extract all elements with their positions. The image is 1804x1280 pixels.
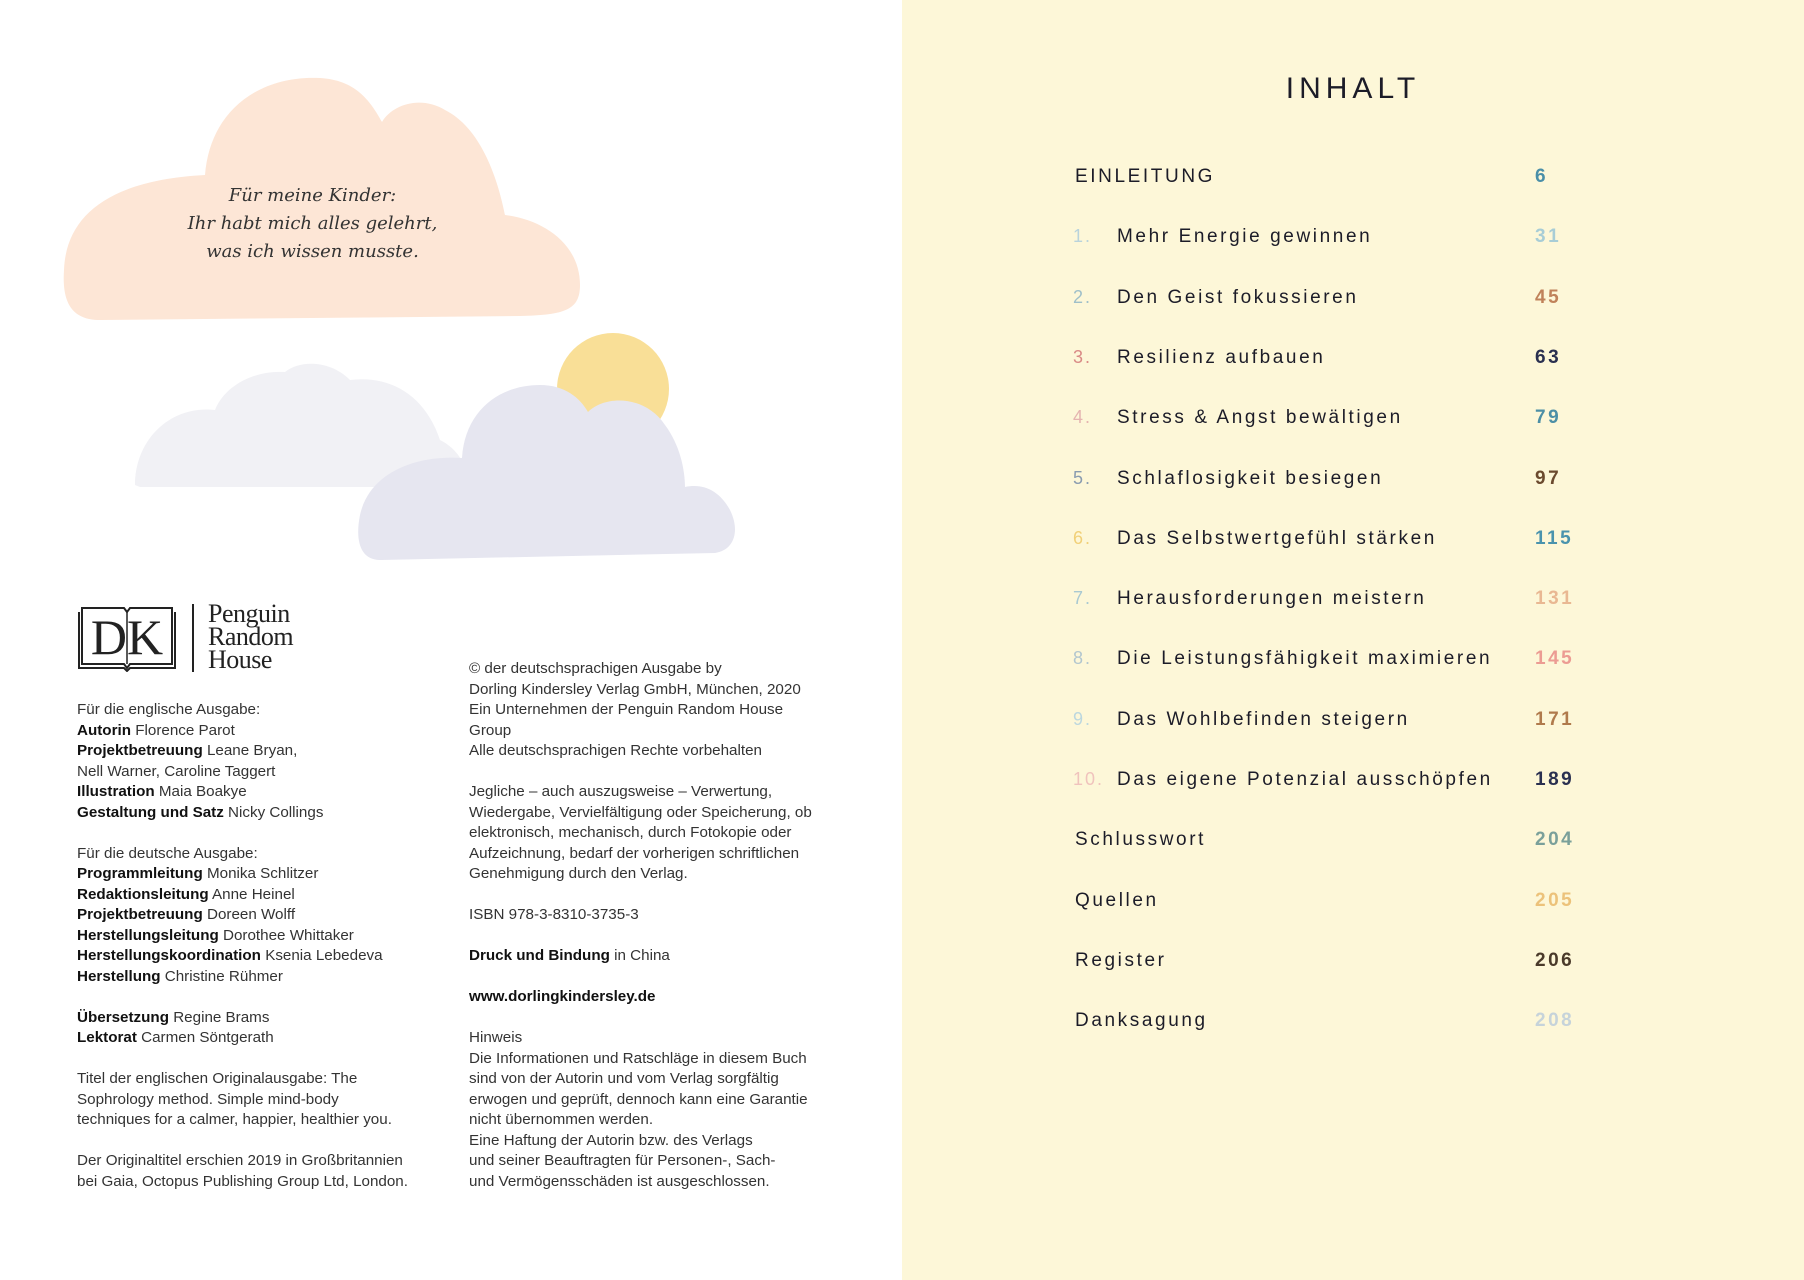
credit-line <box>77 926 447 947</box>
original-title <box>77 1069 447 1131</box>
credit-line <box>77 803 447 824</box>
text-line: Ein Unternehmen der Penguin Random House <box>469 701 784 718</box>
print-label: Druck und Bindung <box>469 947 610 964</box>
text-line: Aufzeichnung, bedarf der vorherigen schriftlichen <box>469 844 800 862</box>
wordmark-line: Penguin <box>208 599 290 628</box>
toc-entry-number: 6. <box>1073 527 1093 548</box>
toc-entry-page: 205 <box>1535 889 1575 911</box>
credit-name: Ksenia Lebedeva <box>260 947 383 964</box>
credit-role: Lektorat <box>77 1029 137 1046</box>
toc-entry-number: 9. <box>1073 708 1093 729</box>
wordmark-line: Random <box>208 622 294 651</box>
toc-entry-label: Den Geist fokussieren <box>1117 286 1359 308</box>
toc-entry[interactable] <box>1073 709 1593 739</box>
toc-entry[interactable] <box>1073 769 1593 799</box>
toc-entry[interactable] <box>1073 166 1593 196</box>
toc-entry-number: 4. <box>1073 407 1093 428</box>
credit-name: Doreen Wolff <box>202 906 296 923</box>
credit-role: Übersetzung <box>77 1008 169 1026</box>
isbn <box>469 905 849 926</box>
print-info <box>469 946 849 967</box>
toc-entry-number: 7. <box>1073 588 1093 609</box>
text-line: sind von der Autorin und vom Verlag sorgfältig <box>469 1070 779 1087</box>
toc-entry-page: 31 <box>1535 226 1562 248</box>
text-line: bei Gaia, Octopus Publishing Group Ltd, London. <box>77 1172 408 1190</box>
toc-entry-label: Quellen <box>1075 889 1159 911</box>
toc-entry-label: Danksagung <box>1075 1010 1208 1032</box>
credits-heading: Für die englische Ausgabe: <box>77 701 261 718</box>
text-line: Alle deutschsprachigen Rechte vorbehalten <box>469 742 762 759</box>
credit-role: Programmleitung <box>77 865 203 882</box>
publisher-logo <box>78 599 328 674</box>
website-link[interactable]: www.dorlingkindersley.de <box>469 988 656 1005</box>
translation-credits <box>77 1008 447 1049</box>
text-line: Dorling Kindersley Verlag GmbH, München, 2020 <box>469 680 801 698</box>
toc-title: INHALT <box>1285 72 1421 105</box>
credit-line <box>77 864 447 885</box>
toc-entry-page: 115 <box>1535 527 1574 549</box>
toc-entry-page: 171 <box>1535 708 1575 730</box>
credit-name: Christine Rühmer <box>160 967 283 985</box>
text-line: und Vermögensschäden ist ausgeschlossen. <box>469 1172 770 1190</box>
toc-entry-page: 63 <box>1535 346 1562 368</box>
credit-line <box>77 762 447 783</box>
toc-entry-label: Das Selbstwertgefühl stärken <box>1117 527 1437 549</box>
credit-name: Nell Warner, Caroline Taggert <box>77 762 276 780</box>
credit-line <box>469 946 849 967</box>
toc-entry[interactable] <box>1073 347 1593 377</box>
credit-line <box>77 741 447 762</box>
website <box>469 987 849 1008</box>
german-credits <box>77 844 447 988</box>
text-line: Jegliche – auch auszugsweise – Verwertung, <box>469 783 773 800</box>
toc-entry[interactable] <box>1073 829 1593 859</box>
toc-entry-number: 2. <box>1073 286 1093 307</box>
toc-entry-label: Stress & Angst bewältigen <box>1117 407 1403 429</box>
toc-entry-number: 8. <box>1073 648 1093 669</box>
toc-entry[interactable] <box>1073 468 1593 498</box>
toc-entry-page: 189 <box>1535 769 1575 790</box>
toc-entry-label: Das Wohlbefinden steigern <box>1117 708 1410 730</box>
right-page <box>902 0 1804 1280</box>
cloud-illustration <box>0 0 902 600</box>
credit-role: Projektbetreuung <box>77 906 203 923</box>
wordmark-line: House <box>208 645 272 674</box>
dedication <box>170 182 455 266</box>
print-value: in China <box>609 947 670 964</box>
credit-role: Redaktionsleitung <box>77 885 209 903</box>
credit-line <box>77 905 447 926</box>
original-publication <box>77 1151 447 1192</box>
credit-line <box>77 885 447 906</box>
toc-entry-label: Schlaflosigkeit besiegen <box>1117 467 1384 489</box>
text-line: Hinweis <box>469 1029 523 1046</box>
text-line: Der Originaltitel erschien 2019 in Großbritannien <box>77 1152 403 1169</box>
text-line: nicht übernommen werden. <box>469 1111 654 1128</box>
credit-line <box>77 721 447 742</box>
credits-column-right <box>469 659 849 1213</box>
toc-entry-label: Mehr Energie gewinnen <box>1117 226 1373 248</box>
toc-entry-label: Die Leistungsfähigkeit maximieren <box>1117 648 1493 670</box>
toc-entry-page: 97 <box>1535 467 1562 489</box>
toc-entry-page: 145 <box>1535 648 1575 670</box>
credit-role: Autorin <box>77 721 131 739</box>
text-line: Group <box>469 721 512 739</box>
toc-entry-page: 208 <box>1535 1010 1575 1032</box>
toc-entry[interactable] <box>1073 1010 1593 1040</box>
toc-entry-label: Das eigene Potenzial ausschöpfen <box>1117 769 1493 790</box>
toc-entry-label: Register <box>1075 949 1167 971</box>
credit-line <box>77 1008 447 1029</box>
toc-entry-label: EINLEITUNG <box>1075 166 1216 187</box>
credit-name: Monika Schlitzer <box>202 865 319 882</box>
text-line: © der deutschsprachigen Ausgabe by <box>469 660 722 677</box>
penguin-random-house-wordmark <box>208 599 294 674</box>
toc-entry-page: 206 <box>1535 949 1575 971</box>
text-line: und seiner Beauftragten für Personen-, Sach- <box>469 1152 776 1169</box>
toc-entry-page: 6 <box>1535 166 1549 187</box>
toc-entry[interactable] <box>1073 287 1593 317</box>
toc-entry-number: 10. <box>1073 769 1105 789</box>
english-credits <box>77 700 447 823</box>
toc-entry-page: 204 <box>1535 829 1575 851</box>
text-line: Die Informationen und Ratschläge in diesem Buch <box>469 1049 807 1067</box>
credit-role: Herstellungskoordination <box>77 947 261 964</box>
credit-line <box>77 946 447 967</box>
credit-line <box>77 782 447 803</box>
credit-role: Herstellungsleitung <box>77 926 219 944</box>
credit-name: Florence Parot <box>131 721 235 739</box>
dk-book-logo <box>78 602 176 672</box>
website-line <box>469 987 849 1008</box>
text-line: techniques for a calmer, happier, healthier you. <box>77 1111 392 1128</box>
credits-heading: Für die deutsche Ausgabe: <box>77 844 258 862</box>
toc-entry[interactable] <box>1073 890 1593 920</box>
credit-line <box>77 1028 447 1049</box>
toc-entry-label: Resilienz aufbauen <box>1117 346 1326 368</box>
toc-entry-number: 5. <box>1073 467 1093 488</box>
credit-name: Nicky Collings <box>223 803 324 821</box>
text-line: Wiedergabe, Vervielfältigung oder Speicherung, ob <box>469 803 812 821</box>
credit-name: Maia Boakye <box>154 783 247 800</box>
credit-role: Gestaltung und Satz <box>77 803 224 821</box>
toc-entry[interactable] <box>1073 588 1593 618</box>
credit-role: Herstellung <box>77 967 161 985</box>
rights-notice <box>469 782 849 885</box>
credits-column-left <box>77 700 447 1213</box>
toc-entry[interactable] <box>1073 407 1593 437</box>
copyright-notice <box>469 659 849 762</box>
toc-entry-number: 1. <box>1073 226 1093 247</box>
credit-role: Projektbetreuung <box>77 742 203 759</box>
isbn-number: ISBN 978-3-8310-3735-3 <box>469 906 639 923</box>
dk-letters: DK <box>90 609 164 665</box>
toc-entry-page: 79 <box>1535 407 1562 429</box>
text-line: erwogen und geprüft, dennoch kann eine Garantie <box>469 1090 808 1108</box>
toc-entry-label: Herausforderungen meistern <box>1117 588 1427 610</box>
toc-entry[interactable] <box>1073 528 1593 558</box>
credit-name: Anne Heinel <box>208 885 295 903</box>
credit-name: Carmen Söntgerath <box>136 1029 274 1046</box>
text-line: Genehmigung durch den Verlag. <box>469 865 688 882</box>
dedication-line: was ich wissen musste. <box>206 241 419 262</box>
dedication-line: Ihr habt mich alles gelehrt, <box>187 213 438 234</box>
disclaimer <box>469 1028 849 1192</box>
toc-entry-page: 131 <box>1535 588 1575 610</box>
text-line: elektronisch, mechanisch, durch Fotokopie oder <box>469 824 792 841</box>
toc-entry[interactable] <box>1073 950 1593 980</box>
logo-divider <box>192 604 194 672</box>
credit-name: Dorothee Whittaker <box>218 926 354 944</box>
dedication-line: Für meine Kinder: <box>228 185 397 206</box>
toc-entry-page: 45 <box>1535 286 1562 308</box>
toc-entry[interactable] <box>1073 648 1593 678</box>
text-line: Titel der englischen Originalausgabe: The <box>77 1070 358 1087</box>
toc-entry-label: Schlusswort <box>1075 829 1207 851</box>
credit-line <box>77 967 447 988</box>
toc-entry-number: 3. <box>1073 346 1093 367</box>
text-line: Eine Haftung der Autorin bzw. des Verlags <box>469 1131 753 1149</box>
credit-name: Regine Brams <box>168 1008 270 1026</box>
credit-name: Leane Bryan, <box>202 742 298 759</box>
toc-entry[interactable] <box>1073 226 1593 256</box>
credit-role: Illustration <box>77 783 155 800</box>
text-line: Sophrology method. Simple mind-body <box>77 1090 339 1108</box>
